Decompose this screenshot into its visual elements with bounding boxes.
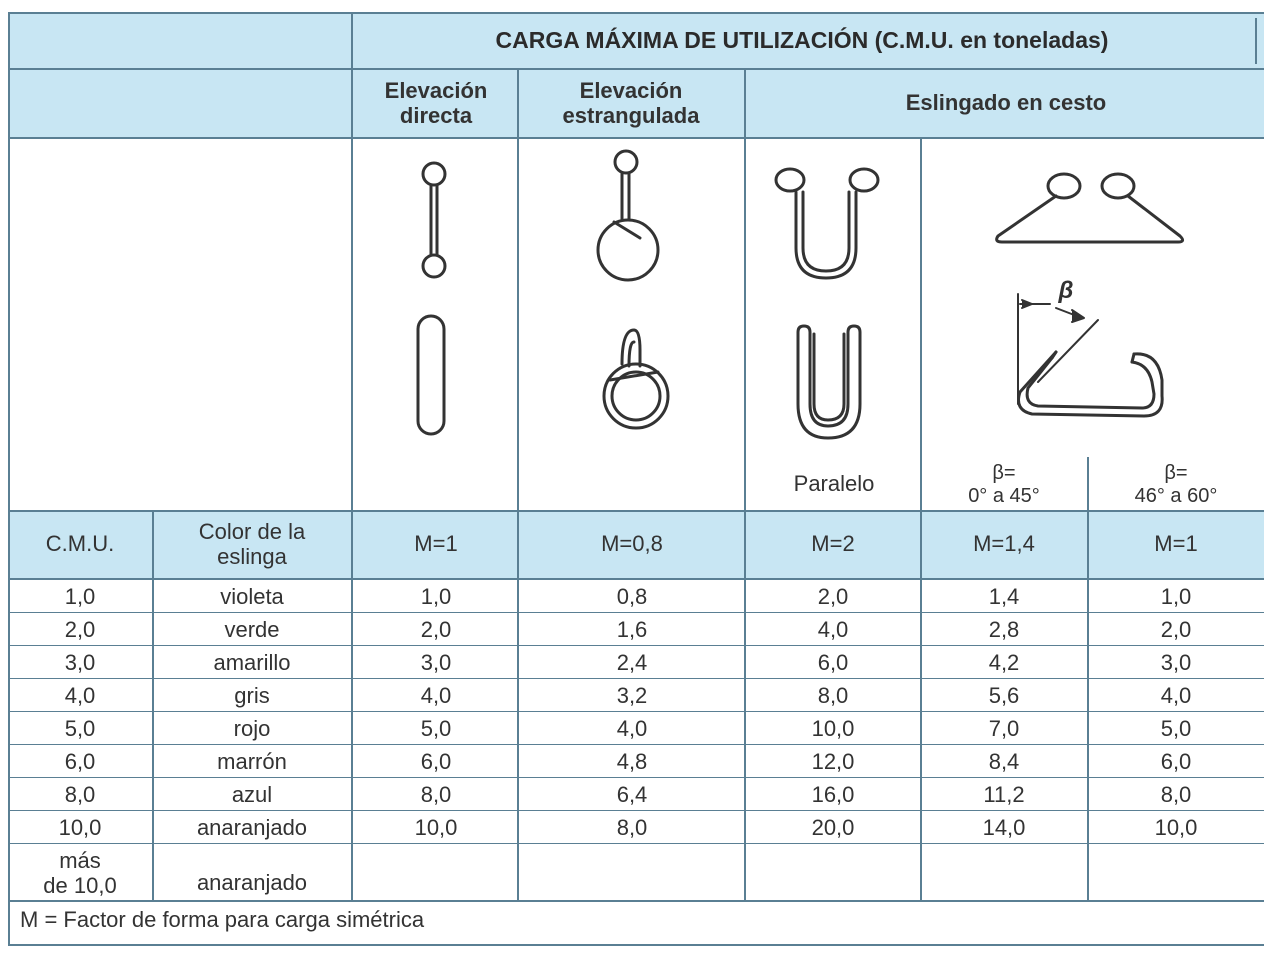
cell-cmu: 3,0 xyxy=(64,649,96,675)
cell-parallel: 12,0 xyxy=(811,748,855,774)
cell-choked: 8,0 xyxy=(616,814,648,840)
factor-beta-45: M=1,4 xyxy=(973,531,1035,557)
cell-direct: 3,0 xyxy=(420,649,452,675)
grid-line xyxy=(8,744,1264,745)
header-sling-color: Color de la eslinga xyxy=(198,518,306,569)
cell-beta-60: 1,0 xyxy=(1160,583,1192,609)
label-beta-0-45-line2: 0° a 45° xyxy=(968,485,1040,507)
cell-direct: 1,0 xyxy=(420,583,452,609)
grid-line xyxy=(8,900,1264,902)
footnote-shape-factor: M = Factor de forma para carga simétrica xyxy=(20,907,425,932)
cell-choked: 3,2 xyxy=(616,682,648,708)
cell-color: gris xyxy=(234,682,270,708)
cell-beta-60: 4,0 xyxy=(1160,682,1192,708)
cell-choked: 1,6 xyxy=(616,616,648,642)
cell-parallel: 6,0 xyxy=(817,649,849,675)
cell-beta-45: 1,4 xyxy=(988,583,1020,609)
endless-sling-basket-angled-icon xyxy=(1019,352,1163,416)
cell-choked: 4,8 xyxy=(616,748,648,774)
label-parallel: Paralelo xyxy=(793,471,875,497)
header-choked-lift: Elevación estrangulada xyxy=(562,77,700,128)
cell-choked: 4,0 xyxy=(616,715,648,741)
cell-beta-60: 8,0 xyxy=(1160,781,1192,807)
cell-beta-45: 11,2 xyxy=(983,781,1025,807)
cell-cmu: 10,0 xyxy=(58,814,102,840)
factor-parallel: M=2 xyxy=(811,531,855,557)
cell-direct: 10,0 xyxy=(414,814,458,840)
cell-color-over-10: anaranjado xyxy=(196,870,308,896)
cell-direct: 6,0 xyxy=(420,748,452,774)
grid-line xyxy=(8,578,1264,580)
cell-choked: 6,4 xyxy=(616,781,648,807)
cell-beta-60: 5,0 xyxy=(1160,715,1192,741)
endless-sling-direct-icon xyxy=(418,316,444,434)
grid-line xyxy=(8,944,1264,946)
factor-beta-60: M=1 xyxy=(1154,531,1198,557)
header-direct-lift: Elevación directa xyxy=(384,77,488,128)
cell-beta-45: 14,0 xyxy=(982,814,1026,840)
grid-line xyxy=(8,711,1264,712)
grid-line xyxy=(8,645,1264,646)
eye-sling-basket-parallel-icon xyxy=(776,169,878,278)
cell-color: verde xyxy=(224,616,280,642)
cell-beta-45: 4,2 xyxy=(988,649,1020,675)
grid-line xyxy=(8,843,1264,844)
cell-color: anaranjado xyxy=(196,814,308,840)
grid-line xyxy=(8,678,1264,679)
header-cmu: C.M.U. xyxy=(45,531,115,557)
cell-beta-60: 3,0 xyxy=(1160,649,1192,675)
grid-line xyxy=(8,777,1264,778)
cell-cmu: 5,0 xyxy=(64,715,96,741)
cell-parallel: 10,0 xyxy=(811,715,855,741)
grid-line xyxy=(8,612,1264,613)
factor-direct: M=1 xyxy=(414,531,458,557)
cell-cmu-over-10 xyxy=(8,846,152,900)
label-beta-46-60-line1: β= xyxy=(1164,462,1188,484)
factor-choked: M=0,8 xyxy=(601,531,663,557)
cell-direct: 2,0 xyxy=(420,616,452,642)
cell-direct: 4,0 xyxy=(420,682,452,708)
beta-symbol: β xyxy=(1058,277,1074,305)
table-title: CARGA MÁXIMA DE UTILIZACIÓN (C.M.U. en toneladas) xyxy=(495,26,1109,53)
eye-sling-choked-icon xyxy=(598,151,658,280)
grid-line xyxy=(8,810,1264,811)
cell-cmu: 8,0 xyxy=(64,781,96,807)
label-beta-46-60-line2: 46° a 60° xyxy=(1134,485,1218,507)
cell-cmu: 4,0 xyxy=(64,682,96,708)
cell-cmu-over-10-line1: más xyxy=(59,847,101,873)
eye-sling-direct-icon xyxy=(423,163,445,277)
cell-cmu: 2,0 xyxy=(64,616,96,642)
label-beta-0-45-line1: β= xyxy=(992,462,1016,484)
cell-color: violeta xyxy=(220,583,284,609)
cell-color: azul xyxy=(231,781,273,807)
endless-sling-choked-icon xyxy=(604,330,668,428)
cell-beta-60: 2,0 xyxy=(1160,616,1192,642)
cell-parallel: 2,0 xyxy=(817,583,849,609)
cell-beta-45: 7,0 xyxy=(988,715,1020,741)
cell-beta-60: 10,0 xyxy=(1154,814,1198,840)
cell-direct: 8,0 xyxy=(420,781,452,807)
cell-choked: 2,4 xyxy=(616,649,648,675)
grid-line xyxy=(152,510,154,900)
eye-sling-basket-angled-icon xyxy=(997,174,1183,242)
cell-parallel: 8,0 xyxy=(817,682,849,708)
endless-sling-basket-parallel-icon xyxy=(798,326,860,438)
cell-cmu: 6,0 xyxy=(64,748,96,774)
cell-color: amarillo xyxy=(213,649,291,675)
cell-beta-45: 5,6 xyxy=(988,682,1020,708)
grid-line xyxy=(1087,457,1089,900)
sling-illustrations xyxy=(8,12,1264,512)
cell-color: rojo xyxy=(233,715,271,741)
cell-choked: 0,8 xyxy=(616,583,648,609)
cell-parallel: 20,0 xyxy=(811,814,855,840)
cell-direct: 5,0 xyxy=(420,715,452,741)
sling-load-table xyxy=(8,12,1264,948)
cell-cmu-over-10-line2: de 10,0 xyxy=(43,873,117,898)
cell-parallel: 4,0 xyxy=(817,616,849,642)
cell-beta-45: 8,4 xyxy=(988,748,1020,774)
cell-beta-45: 2,8 xyxy=(988,616,1020,642)
cell-color: marrón xyxy=(217,748,287,774)
header-basket-sling: Eslingado en cesto xyxy=(905,90,1107,116)
cell-cmu: 1,0 xyxy=(64,583,96,609)
cell-beta-60: 6,0 xyxy=(1160,748,1192,774)
cell-parallel: 16,0 xyxy=(811,781,855,807)
